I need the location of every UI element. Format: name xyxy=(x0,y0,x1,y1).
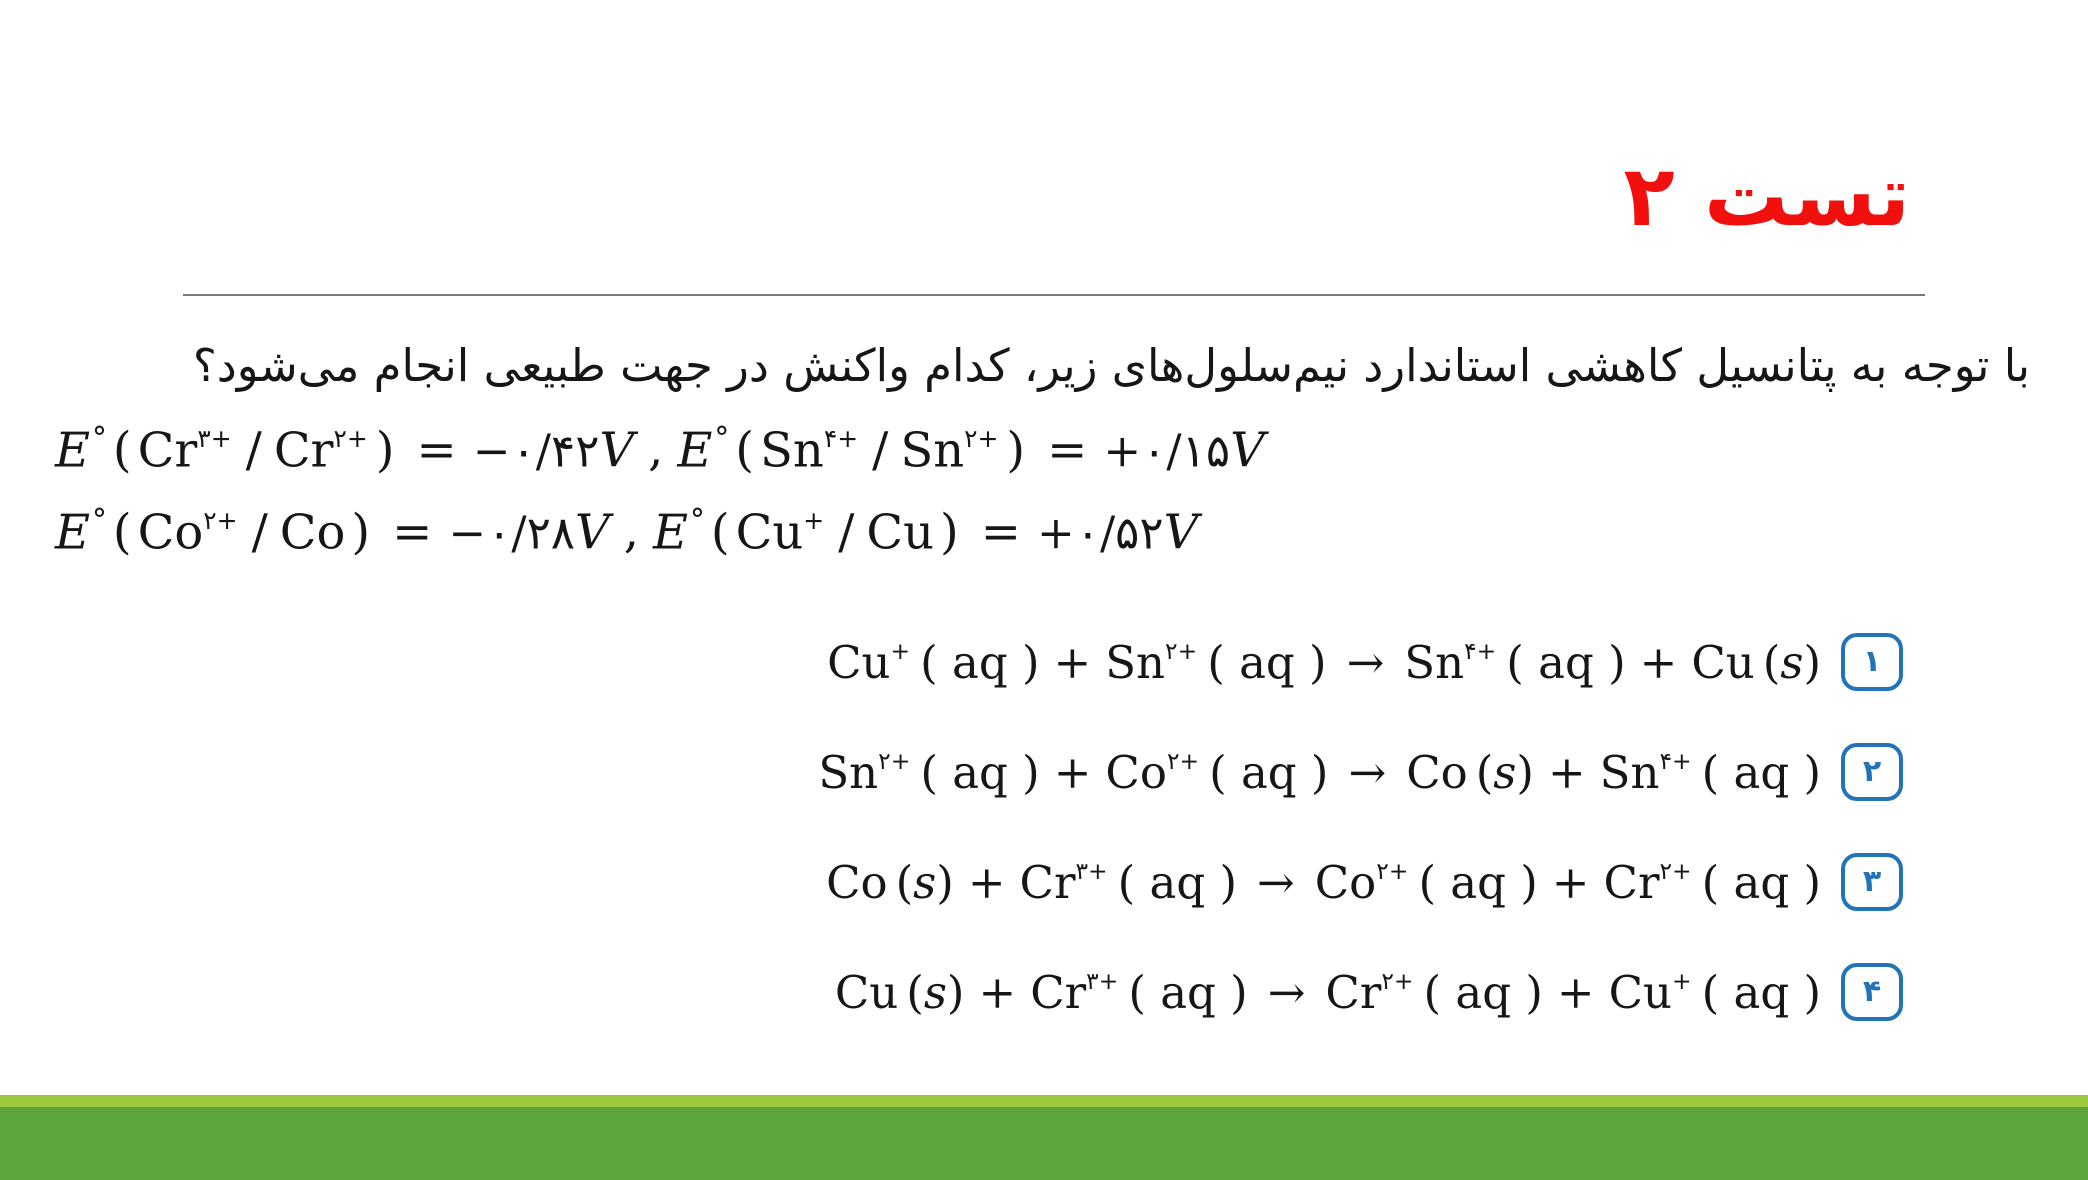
potential-symbol: E xyxy=(677,422,713,479)
answer-options-list xyxy=(818,626,1903,1066)
option-number-badge xyxy=(1841,963,1903,1021)
charge-superscript: ۲+ xyxy=(964,423,999,453)
state-label: (s) xyxy=(1762,635,1821,689)
volt-unit: V xyxy=(1163,504,1199,561)
question-text: با توجه به پتانسیل کاهشی استاندارد نیم‌سلول‌های زیر، کدام واکنش در جهت طبیعی انجام می‌شود؟ xyxy=(192,339,2030,392)
charge-superscript: ۲+ xyxy=(1376,857,1409,886)
volt-unit: V xyxy=(599,422,635,479)
chemical-species xyxy=(1030,966,1247,1019)
state-label: ( aq ) xyxy=(920,745,1040,799)
equals-sign: = xyxy=(392,504,433,561)
chemical-species xyxy=(1404,636,1625,689)
state-label: ( aq ) xyxy=(1701,965,1821,1019)
reduced-species: Co xyxy=(279,504,346,561)
element-symbol: Cr xyxy=(1019,855,1076,909)
option-number-badge xyxy=(1841,633,1903,691)
state-label: (s) xyxy=(1475,745,1534,799)
chemical-species xyxy=(1609,966,1821,1019)
oxidized-species: Cr xyxy=(137,422,198,479)
element-symbol: Sn xyxy=(1599,745,1660,799)
chemical-species xyxy=(827,636,1039,689)
charge-superscript: ۲+ xyxy=(333,423,368,453)
charge-superscript: ۴+ xyxy=(1464,637,1497,666)
state-label: ( aq ) xyxy=(920,635,1040,689)
plus-sign: + xyxy=(1551,855,1590,909)
element-symbol: Cu xyxy=(834,965,899,1019)
half-cell-potential xyxy=(677,420,1265,479)
standard-potentials-block xyxy=(55,408,1265,572)
oxidized-species: Cu xyxy=(735,504,804,561)
element-symbol: Cu xyxy=(827,635,891,689)
equals-sign: = xyxy=(416,422,457,479)
plus-sign: + xyxy=(1639,635,1678,689)
chemical-species xyxy=(835,966,965,1019)
element-symbol: Cr xyxy=(1603,855,1660,909)
degree-sign: ° xyxy=(92,420,107,456)
plus-sign: + xyxy=(967,855,1006,909)
chemical-species xyxy=(1604,856,1821,909)
element-symbol: Co xyxy=(1105,745,1167,799)
oxidized-species: Sn xyxy=(760,422,824,479)
half-cell-potential xyxy=(55,502,610,561)
charge-superscript: ۲+ xyxy=(1165,637,1198,666)
slide-title: تست ۲ xyxy=(1623,147,1910,245)
volt-unit: V xyxy=(575,504,610,561)
chemical-species xyxy=(826,856,954,909)
state-label: ( aq ) xyxy=(1423,965,1543,1019)
equals-sign: = xyxy=(1047,422,1088,479)
potential-symbol: E xyxy=(652,504,689,561)
chemical-species xyxy=(1325,966,1542,1019)
option-row xyxy=(818,846,1903,918)
state-label: ( aq ) xyxy=(1506,635,1626,689)
degree-sign: ° xyxy=(714,420,730,456)
close-paren: ) xyxy=(1006,422,1026,479)
element-symbol: Co xyxy=(1406,745,1468,799)
redox-slash: / xyxy=(838,504,855,561)
solid-state-symbol: s xyxy=(923,965,947,1019)
plus-sign: + xyxy=(1547,745,1586,799)
reduced-species: Sn xyxy=(900,422,965,479)
oxidized-species: Co xyxy=(137,504,204,561)
close-paren: ) xyxy=(940,504,959,561)
element-symbol: Sn xyxy=(1404,635,1465,689)
option-row xyxy=(818,956,1903,1028)
option-number-badge xyxy=(1841,743,1903,801)
charge-superscript: ۳+ xyxy=(197,423,232,453)
plus-sign: + xyxy=(1053,745,1092,799)
degree-sign: ° xyxy=(92,502,107,538)
charge-superscript: ۳+ xyxy=(1086,967,1119,996)
option-number: ۲ xyxy=(1862,754,1882,789)
charge-superscript: ۲+ xyxy=(1659,857,1692,886)
equals-sign: = xyxy=(980,504,1021,561)
reaction-equation xyxy=(827,636,1821,689)
potential-line xyxy=(55,408,1265,490)
potential-value: −۰/۲۸ xyxy=(448,506,576,560)
charge-superscript: ۲+ xyxy=(878,747,911,776)
reduced-species: Cr xyxy=(273,422,334,479)
half-cell-potential xyxy=(55,420,635,479)
charge-superscript: ۴+ xyxy=(823,423,859,453)
state-label: ( aq ) xyxy=(1128,965,1248,1019)
open-paren: ( xyxy=(112,422,132,479)
open-paren: ( xyxy=(710,504,730,561)
open-paren: ( xyxy=(735,422,755,479)
charge-superscript: ۳+ xyxy=(1075,857,1108,886)
reaction-arrow: → xyxy=(1267,965,1306,1019)
charge-superscript: ۲+ xyxy=(1166,747,1200,776)
chemical-species xyxy=(1020,856,1237,909)
element-symbol: Cr xyxy=(1030,965,1087,1019)
volt-unit: V xyxy=(1230,422,1265,479)
charge-superscript: ۲+ xyxy=(203,505,238,535)
chemical-species xyxy=(818,746,1039,799)
redox-slash: / xyxy=(251,504,268,561)
solid-state-symbol: s xyxy=(1493,745,1517,799)
element-symbol: Sn xyxy=(1105,635,1166,689)
reduced-species: Cu xyxy=(866,504,934,561)
plus-sign: + xyxy=(978,965,1017,1019)
element-symbol: Co xyxy=(1314,855,1377,909)
pair-separator: , xyxy=(648,421,664,477)
reaction-equation xyxy=(835,966,1821,1019)
redox-slash: / xyxy=(872,422,889,479)
degree-sign: ° xyxy=(690,502,705,538)
element-symbol: Sn xyxy=(818,745,879,799)
option-number: ۴ xyxy=(1862,974,1882,1009)
reaction-equation xyxy=(826,856,1821,909)
close-paren: ) xyxy=(375,422,395,479)
potential-value: +۰/۵۲ xyxy=(1036,506,1164,560)
potential-value: +۰/۱۵ xyxy=(1103,424,1231,478)
charge-superscript: ۲+ xyxy=(1381,967,1414,996)
pair-separator: , xyxy=(623,503,639,559)
option-number-badge xyxy=(1841,853,1903,911)
plus-sign: + xyxy=(1556,965,1595,1019)
state-label: ( aq ) xyxy=(1209,745,1329,799)
chemical-species xyxy=(1105,746,1328,799)
open-paren: ( xyxy=(112,504,132,561)
potential-symbol: E xyxy=(55,422,91,479)
charge-superscript: ۴+ xyxy=(1659,747,1692,776)
chemical-species xyxy=(1105,636,1326,689)
option-number: ۱ xyxy=(1862,644,1882,679)
option-row xyxy=(818,736,1903,808)
element-symbol: Cr xyxy=(1325,965,1382,1019)
chemical-species xyxy=(1315,856,1538,909)
element-symbol: Cu xyxy=(1691,635,1755,689)
charge-superscript: + xyxy=(1672,967,1692,996)
solid-state-symbol: s xyxy=(913,855,937,909)
potential-symbol: E xyxy=(55,504,91,561)
state-label: ( aq ) xyxy=(1701,855,1821,909)
element-symbol: Co xyxy=(826,855,888,909)
solid-state-symbol: s xyxy=(1780,635,1804,689)
plus-sign: + xyxy=(1053,635,1092,689)
state-label: ( aq ) xyxy=(1418,855,1538,909)
footer-bar xyxy=(0,1107,2088,1180)
reaction-equation xyxy=(818,746,1821,799)
element-symbol: Cu xyxy=(1608,965,1673,1019)
title-divider xyxy=(183,294,1925,296)
charge-superscript: + xyxy=(803,505,825,535)
potential-value: −۰/۴۲ xyxy=(472,424,600,478)
state-label: ( aq ) xyxy=(1207,635,1327,689)
option-row xyxy=(818,626,1903,698)
charge-superscript: + xyxy=(890,637,911,666)
option-number: ۳ xyxy=(1862,864,1882,899)
reaction-arrow: → xyxy=(1346,635,1385,689)
reaction-arrow: → xyxy=(1348,745,1387,799)
reaction-arrow: → xyxy=(1257,855,1295,909)
redox-slash: / xyxy=(245,422,262,479)
footer-accent-strip xyxy=(0,1095,2088,1107)
potential-line xyxy=(55,490,1265,572)
chemical-species xyxy=(1600,746,1821,799)
state-label: ( aq ) xyxy=(1701,745,1821,799)
close-paren: ) xyxy=(351,504,371,561)
chemical-species xyxy=(1406,746,1534,799)
chemical-species xyxy=(1691,636,1821,689)
state-label: (s) xyxy=(895,855,954,909)
half-cell-potential xyxy=(652,502,1199,561)
state-label: ( aq ) xyxy=(1117,855,1238,909)
state-label: (s) xyxy=(906,965,965,1019)
